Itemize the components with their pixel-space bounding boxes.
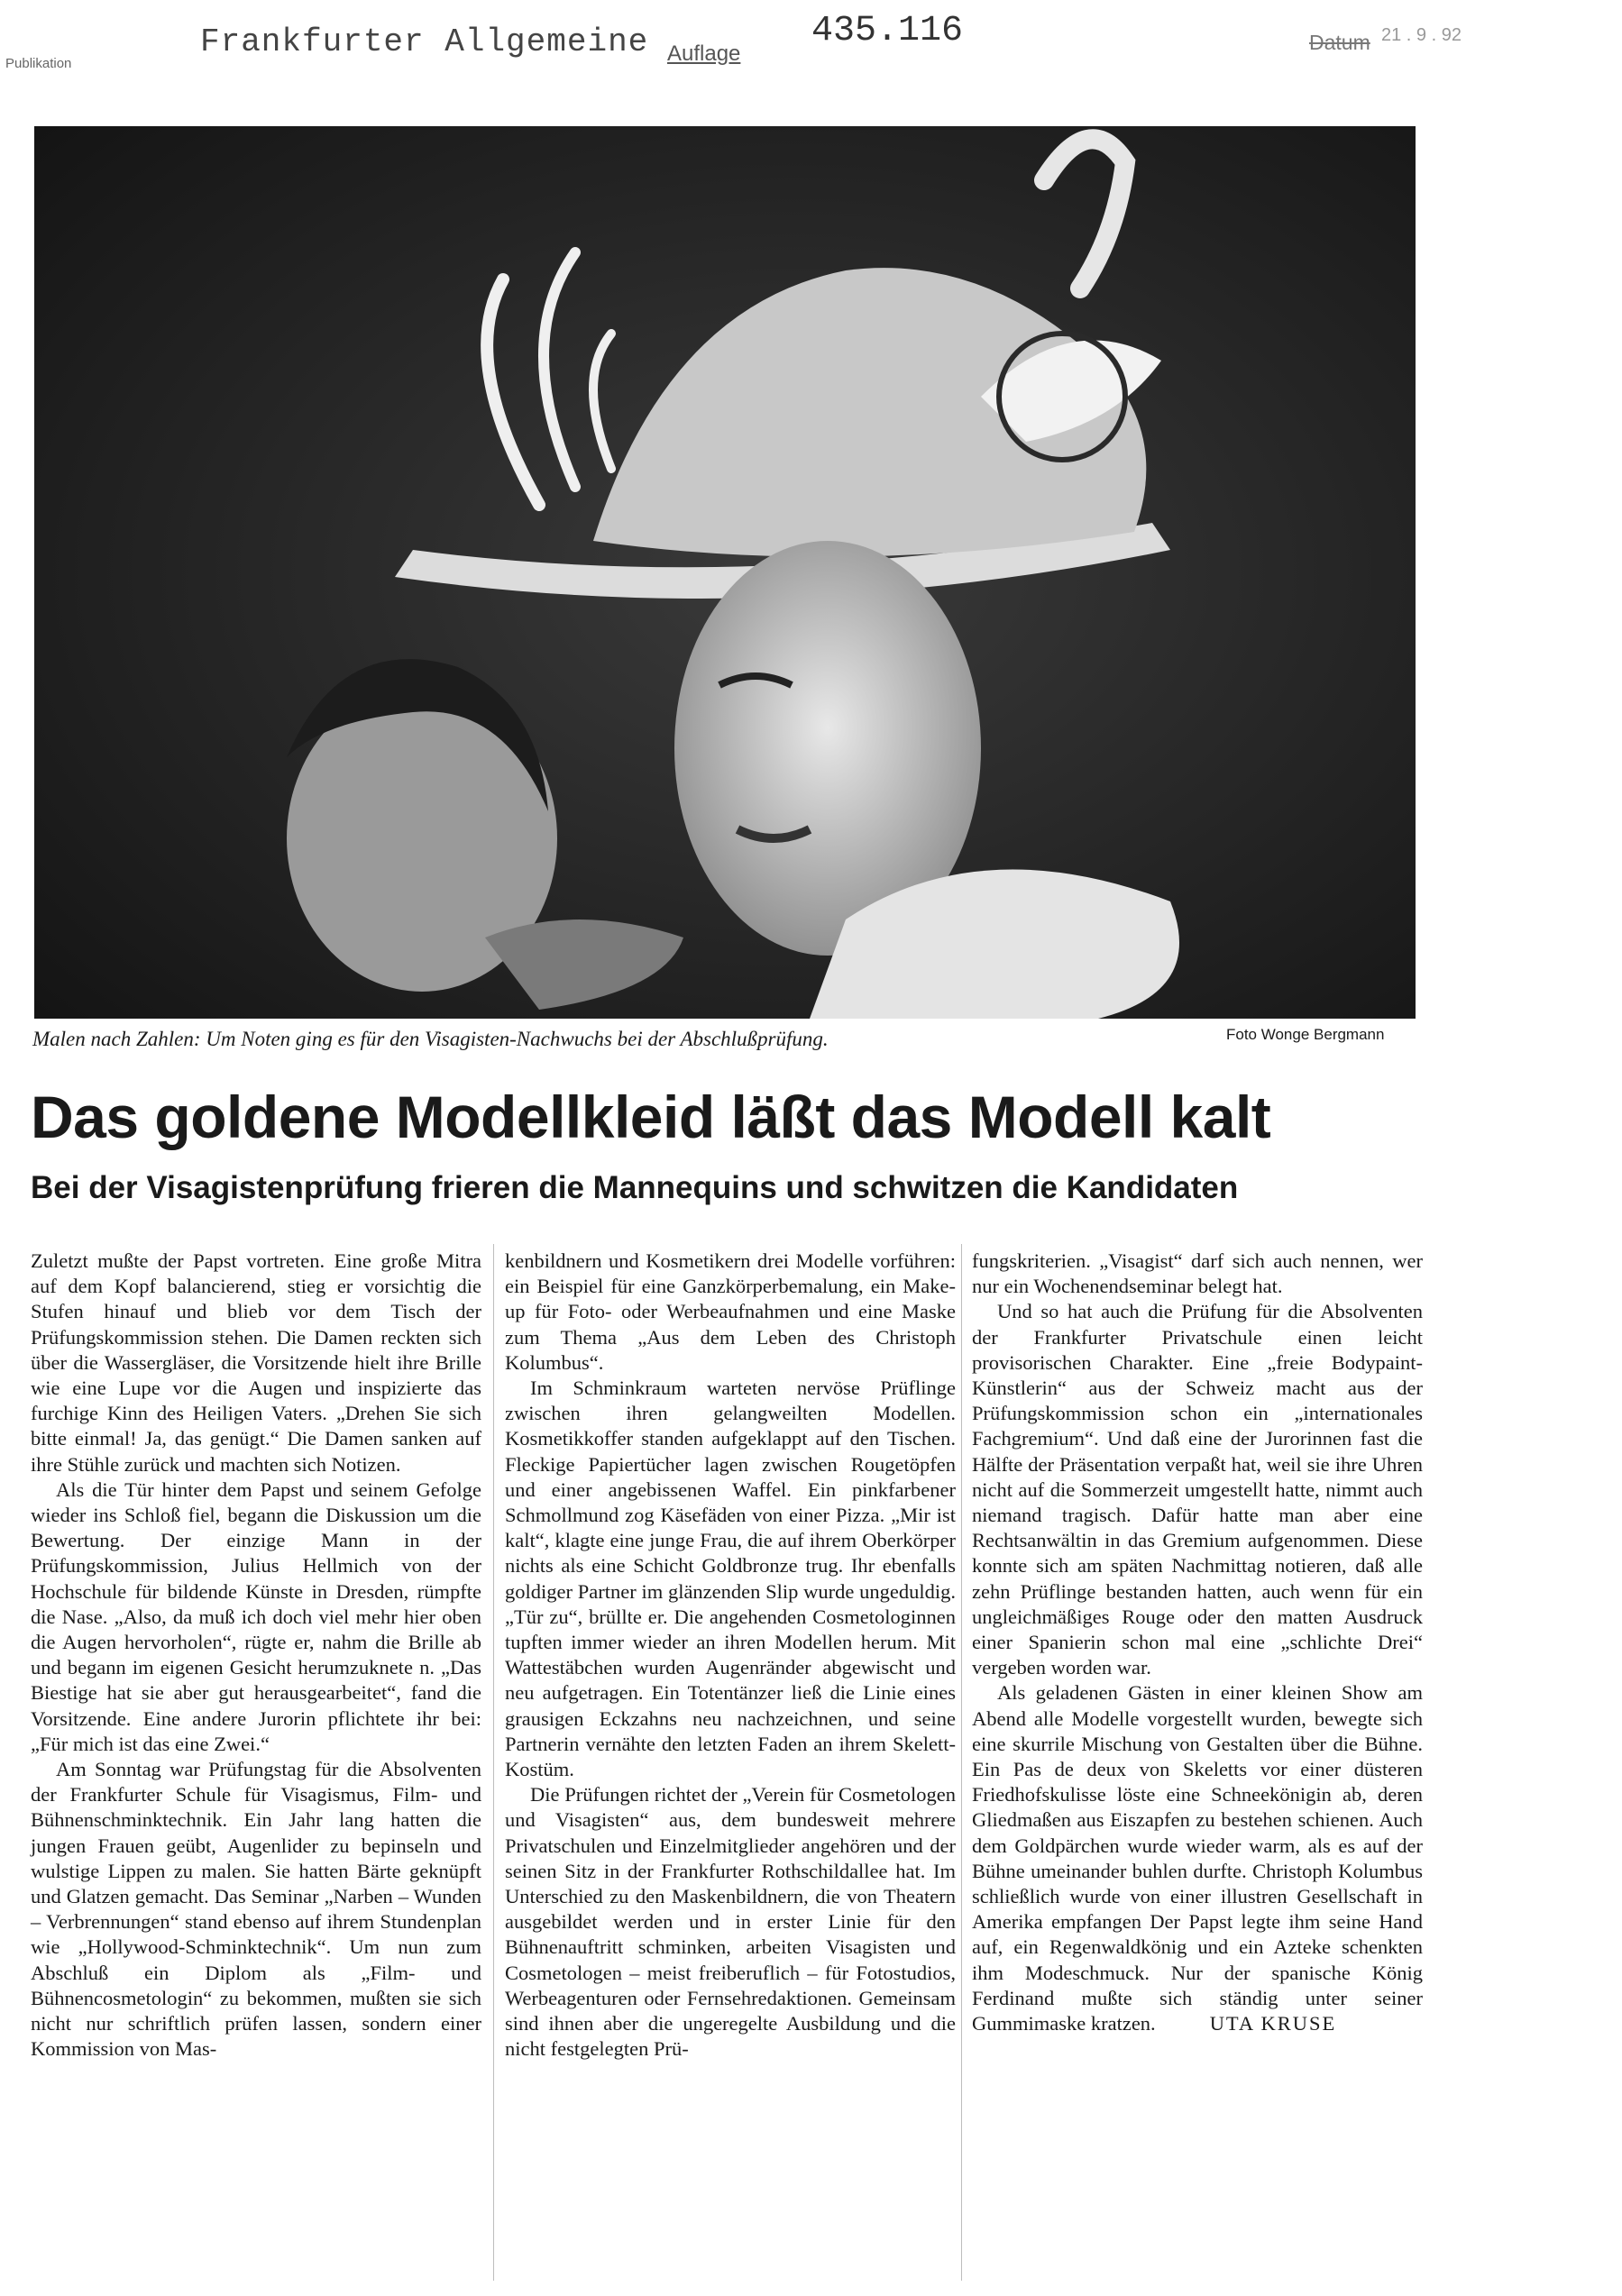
- paragraph: Und so hat auch die Prüfung für die Absolventen der Frankfurter Privatschule einen leicht provisorischen Charakter. Eine „freie Bodypaint-Künstlerin“ aus der Schweiz macht aus der Prüfungskommission schon ein „internationales Fachgremium“. Und daß eine der Jurorinnen fast die Hälfte der Präsentation verpaßt hat, weil sie ihre Uhren nicht auf die Sommerzeit umgestellt hatte, nimmt auch niemand tragisch. Dafür hatte man aber eine Rechtsanwältin in das Gremium aufgenommen. Diese konnte sich am späten Nachmittag notieren, daß alle zehn Prüflinge bestanden hatten, auch wenn für ein ungleichmäßiges Rouge oder den matten Ausdruck einer Spanierin schon mal eine „schlichte Drei“ vergeben worden war.: [972, 1300, 1423, 1679]
- photo-illustration: [34, 126, 1416, 1019]
- author-byline: UTA KRUSE: [1209, 2012, 1337, 2035]
- paragraph: Die Prüfungen richtet der „Verein für Cosmetologen und Visagisten“ aus, dem bundesweit mehrere Privatschulen und Einzelmitglieder angehören und der seinen Sitz in der Frankfurter Rothschildallee hat. Im Unterschied zu den Maskenbildnern, die von Theatern ausgebildet werden und in erster Linie für den Bühnenauftritt schminken, arbeiten Visagisten und Cosmetologen – meist freiberuflich – für Fotostudios, Werbeagenturen oder Fernsehredaktionen. Gemeinsam sind ihnen aber die ungeregelte Ausbildung und die nicht festgelegten Prü-: [505, 1783, 956, 2061]
- article-column-3: [972, 1249, 1423, 2036]
- paragraph-text: Als geladenen Gästen in einer kleinen Show am Abend alle Modelle vorgestellt wurden, bewegte sich eine skurrile Mischung von Gestalten über die Bühne. Ein Pas de deux von Skeletts vor einer düsteren Friedhofskulisse löste eine Schneekönigin ab, deren Gliedmaßen aus Eiszapfen zu bestehen schienen. Auch dem Goldpärchen wurde wieder warm, als es auf der Bühne umeinander buhlen durfte. Christoph Kolumbus schließlich wurde von einer illustren Gesellschaft in Amerika empfangen Der Papst legte ihm seine Hand auf, ein Regenwaldkönig und ein Azteke schenkten ihm Modeschmuck. Nur der spanische König Ferdinand mußte sich ständig unter seiner Gummimaske kratzen.: [972, 1681, 1423, 2035]
- article-headline: Das goldene Modellkleid läßt das Modell kalt: [31, 1084, 1271, 1150]
- article-column-1: [31, 1249, 481, 2063]
- photo-caption: Malen nach Zahlen: Um Noten ging es für den Visagisten-Nachwuchs bei der Abschlußprüfung.: [32, 1028, 829, 1050]
- paragraph: Im Schminkraum warteten nervöse Prüflinge zwischen ihren gelangweilten Modellen. Kosmetikkoffer standen aufgeklappt auf den Tischen. Fleckige Papiertücher lagen zwischen Rougetöpfen und einer angebissenen Waffel. Ein pinkfarbener Schmollmund zog Käsefäden von einer Pizza. „Mir ist kalt“, klagte eine junge Frau, die auf ihrem Oberkörper nichts als eine Schicht Goldbronze trug. Ihr ebenfalls goldiger Partner im glänzenden Slip wurde ungeduldig. „Tür zu“, brüllte er. Die angehenden Cosmetologinnen tupften immer wieder an ihren Modellen herum. Mit Wattestäbchen wurden Augenränder abgewischt und neu aufgetragen. Ein Totentänzer ließ die Linie eines grausigen Eckzahns neu nachzeichnen, und seine Partnerin vernähte den letzten Faden an ihrem Skelett-Kostüm.: [505, 1377, 956, 1781]
- date-value: 21 . 9 . 92: [1381, 25, 1462, 45]
- column-rule: [493, 1244, 494, 2281]
- article-subheadline: Bei der Visagistenprüfung frieren die Mannequins und schwitzen die Kandidaten: [31, 1170, 1239, 1205]
- paragraph: Zuletzt mußte der Papst vortreten. Eine große Mitra auf dem Kopf balancierend, stieg er vorsichtig die Stufen hinauf und blieb vor dem Tisch der Prüfungskommission stehen. Die Damen reckten sich über die Wassergläser, die Vorsitzende hielt ihre Brille wie eine Lupe vor die Augen und inspizierte das furchige Kinn des Heiligen Vaters. „Drehen Sie sich bitte einmal! Ja, das genügt.“ Die Damen sanken auf ihre Stühle zurück und machten sich Notizen.: [31, 1249, 481, 1476]
- auflage-label: Auflage: [667, 41, 741, 66]
- photo-credit: Foto Wonge Bergmann: [1226, 1026, 1385, 1043]
- article-column-2: [505, 1249, 956, 2063]
- paragraph: Am Sonntag war Prüfungstag für die Absolventen der Frankfurter Schule für Visagismus, Film- und Bühnenschminktechnik. Ein Jahr lang hatten die jungen Frauen geübt, Augenlider zu bepinseln und wulstige Lippen zu malen. Sie hatten Bärte geknüpft und Glatzen gemacht. Das Seminar „Narben – Wunden – Verbrennungen“ stand ebenso auf ihrem Stundenplan wie „Hollywood-Schminktechnik“. Um nun zum Abschluß ein Diplom als „Film- und Bühnencosmetologin“ zu bekommen, mußten sie sich nicht nur schriftlich prüfen lassen, sondern einer Kommission von Mas-: [31, 1758, 481, 2061]
- column-rule: [961, 1244, 962, 2281]
- article-photo: [34, 126, 1416, 1019]
- paragraph: kenbildnern und Kosmetikern drei Modelle vorführen: ein Beispiel für eine Ganzkörperbemalung, ein Make-up für Foto- oder Werbeaufnahmen und eine Maske zum Thema „Aus dem Leben des Christoph Kolumbus“.: [505, 1249, 956, 1374]
- circulation-number: 435.116: [811, 11, 964, 51]
- datum-label: Datum: [1309, 31, 1370, 54]
- paragraph: [972, 1680, 1423, 2036]
- paragraph: Als die Tür hinter dem Papst und seinem Gefolge wieder ins Schloß fiel, begann die Diskussion um die Bewertung. Der einzige Mann in der Prüfungskommission, Julius Hellmich von der Hochschule für bildende Künste in Dresden, rümpfte die Nase. „Also, da muß ich doch viel mehr hier oben die Augen hervorholen“, rügte er, nahm die Brille ab und begann im eigenen Gesicht herumzuknete n. „Das Biestige hat sie aber gut herausgearbeitet“, fand die Vorsitzende. Eine andere Jurorin pflichtete ihr bei: „Für mich ist das eine Zwei.“: [31, 1477, 481, 1755]
- paragraph: fungskriterien. „Visagist“ darf sich auch nennen, wer nur ein Wochenendseminar belegt hat.: [972, 1249, 1423, 1298]
- publication-label: Publikation: [5, 56, 72, 71]
- newspaper-name: Frankfurter Allgemeine: [200, 23, 649, 60]
